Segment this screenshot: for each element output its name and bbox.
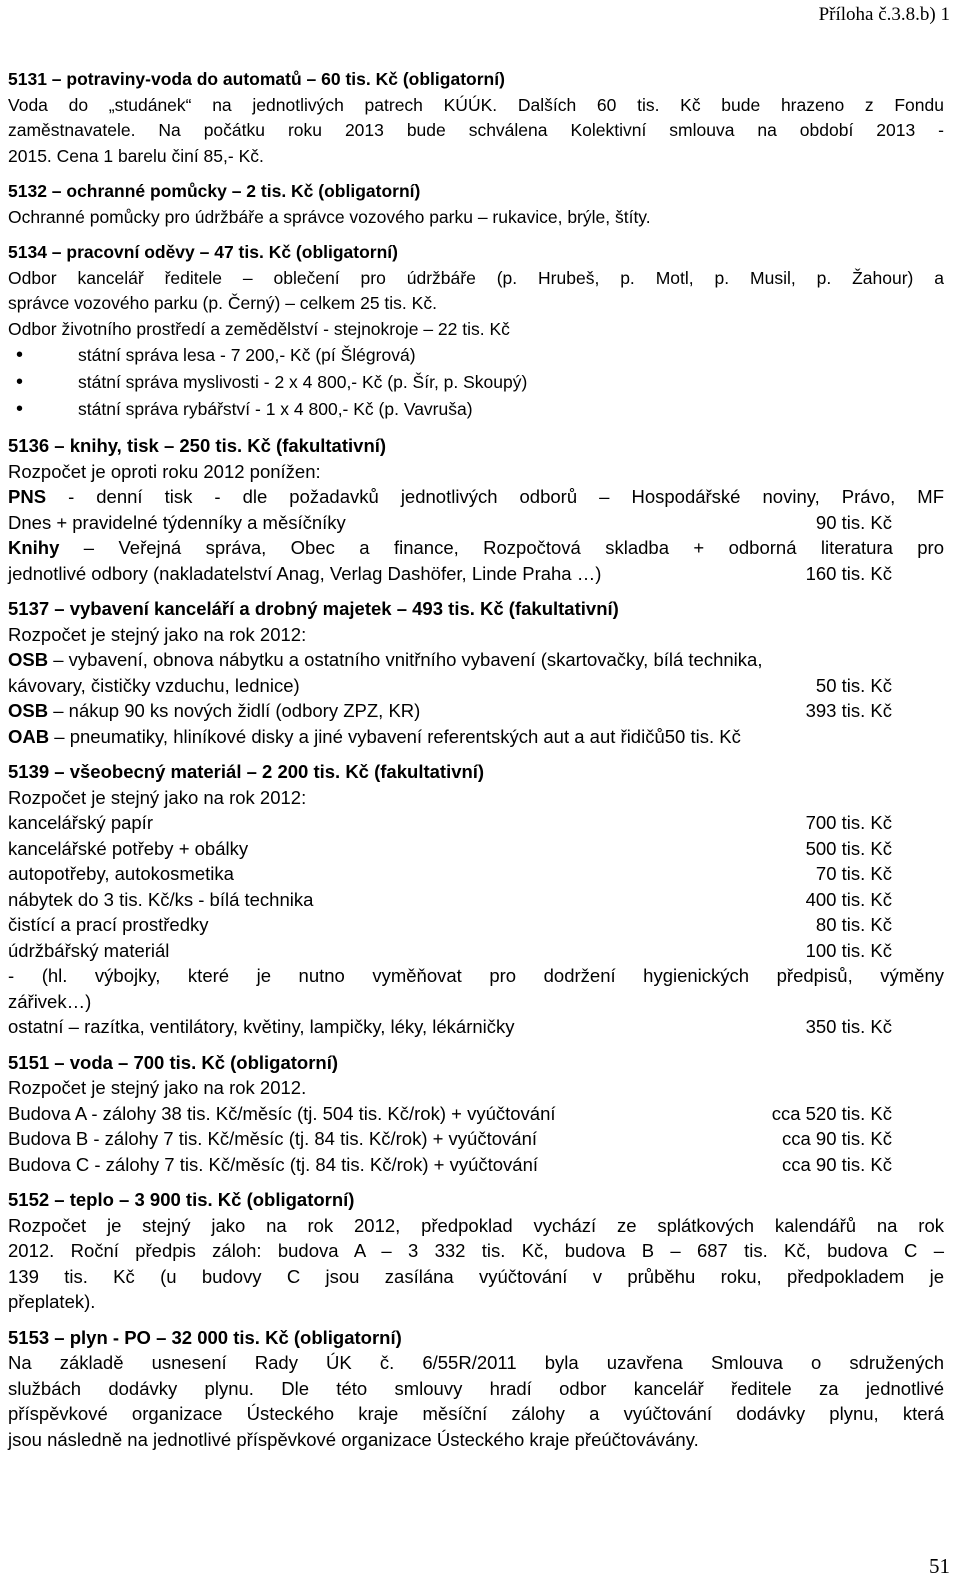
section-title: 5132 – ochranné pomůcky – 2 tis. Kč (obligatorní): [8, 181, 421, 201]
osb-text: – vybavení, obnova nábytku a ostatního vnitřního vybavení (skartovačky, bílá technika,: [48, 649, 763, 670]
section-title: 5134 – pracovní oděvy – 47 tis. Kč (obligatorní): [8, 242, 398, 262]
row-amount: cca 520 tis. Kč: [771, 1102, 892, 1124]
table-row: [8, 836, 944, 862]
page-number: 51: [929, 1554, 950, 1578]
table-row: [8, 861, 944, 887]
row-amount: 393 tis. Kč: [805, 700, 892, 721]
oab-text: – pneumatiky, hliníkové disky a jiné vybavení referentských aut a aut řidičů50 tis. Kč: [49, 725, 741, 747]
paragraph-line: Rozpočet je stejný jako na rok 2012:: [8, 786, 307, 808]
paragraph-line: službách dodávky plynu. Dle této smlouvy hradí odbor kancelář ředitele za jednotlivé: [8, 1377, 944, 1399]
paragraph-line: Na základě usnesení Rady ÚK č. 6/55R/2011 byla uzavřena Smlouva o sdružených: [8, 1352, 944, 1373]
table-row: [8, 887, 944, 913]
table-row: [8, 938, 944, 964]
paragraph-line: správce vozového parku (p. Černý) – celkem 25 tis. Kč.: [8, 293, 437, 313]
oab-label: OAB: [8, 725, 50, 747]
row-amount: 500 tis. Kč: [805, 837, 892, 859]
row-label: čistící a prací prostředky: [8, 914, 209, 935]
paragraph-line: 2012. Roční předpis záloh: budova A – 3 332 tis. Kč, budova B – 687 tis. Kč, budova C –: [8, 1240, 944, 1261]
row-amount: 90 tis. Kč: [815, 511, 892, 533]
osb-text: – nákup 90 ks nových židlí (odbory ZPZ, KR): [48, 700, 421, 721]
paragraph-line: Rozpočet je oproti roku 2012 ponížen:: [8, 460, 321, 482]
list-item: • státní správa rybářství - 1 x 4 800,- Kč (p. Vavruša): [8, 396, 944, 423]
osb-label: OSB: [8, 649, 49, 670]
section-5132: [8, 179, 944, 230]
row-amount: 700 tis. Kč: [805, 812, 892, 833]
paragraph-line: Voda do „studánek“ na jednotlivých patrech KÚÚK. Dalších 60 tis. Kč bude hrazeno z Fondu: [8, 94, 944, 115]
section-5137: [8, 596, 944, 749]
list-item: • státní správa lesa - 7 200,- Kč (pí Šlégrová): [8, 342, 944, 369]
osb1-line: [8, 647, 944, 673]
document-content: [8, 67, 944, 1452]
paragraph-line: Odbor životního prostředí a zemědělství - stejnokroje – 22 tis. Kč: [8, 318, 510, 339]
osb1-amount-row: [8, 673, 944, 699]
section-5134: [8, 240, 944, 423]
pns-text: - denní tisk - dle požadavků jednotlivých odborů – Hospodářské noviny, Právo, MF: [46, 486, 944, 507]
table-row: [8, 810, 944, 836]
row-label: jednotlivé odbory (nakladatelství Anag, Verlag Dashöfer, Linde Praha …): [8, 562, 602, 584]
row-label: nábytek do 3 tis. Kč/ks - bílá technika: [8, 888, 314, 910]
oab-line: [8, 724, 944, 750]
paragraph-line: Rozpočet je stejný jako na rok 2012:: [8, 623, 307, 645]
paragraph-line: zaměstnavatele. Na počátku roku 2013 bude schválena Kolektivní smlouva na období 2013 -: [8, 120, 944, 140]
table-row: [8, 1101, 944, 1127]
paragraph-line: zářivek…): [8, 990, 92, 1012]
row-label: kávovary, čističky vzduchu, lednice): [8, 674, 300, 696]
section-title: 5151 – voda – 700 tis. Kč (obligatorní): [8, 1051, 339, 1073]
paragraph-line: příspěvkové organizace Ústeckého kraje měsíční zálohy a vyúčtování dodávky plynu, která: [8, 1403, 944, 1424]
section-title: 5136 – knihy, tisk – 250 tis. Kč (fakultativní): [8, 435, 387, 456]
paragraph-line: přeplatek).: [8, 1291, 96, 1312]
row-label: Budova A - zálohy 38 tis. Kč/měsíc (tj. 504 tis. Kč/rok) + vyúčtování: [8, 1102, 556, 1124]
section-title: 5137 – vybavení kanceláří a drobný majetek – 493 tis. Kč (fakultativní): [8, 598, 619, 619]
row-label: kancelářské potřeby + obálky: [8, 837, 249, 859]
table-row: [8, 1126, 944, 1152]
row-amount: 400 tis. Kč: [805, 888, 892, 910]
row-label: autopotřeby, autokosmetika: [8, 863, 234, 884]
knihy-amount-row: [8, 561, 944, 587]
row-amount: 50 tis. Kč: [815, 674, 892, 696]
table-row: [8, 912, 944, 938]
pns-line: [8, 484, 944, 510]
paragraph-line: Rozpočet je stejný jako na rok 2012.: [8, 1077, 307, 1098]
knihy-text: – Veřejná správa, Obec a finance, Rozpočtová skladba + odborná literatura pro: [59, 537, 944, 558]
row-label: údržbářský materiál: [8, 939, 170, 961]
paragraph-line: Odbor kancelář ředitele – oblečení pro údržbáře (p. Hrubeš, p. Motl, p. Musil, p. Žahour) a: [8, 267, 944, 288]
pns-label: PNS: [8, 486, 47, 507]
knihy-line: [8, 535, 944, 561]
row-label: Budova C - zálohy 7 tis. Kč/měsíc (tj. 84 tis. Kč/rok) + vyúčtování: [8, 1153, 539, 1175]
row-label: Budova B - zálohy 7 tis. Kč/měsíc (tj. 84 tis. Kč/rok) + vyúčtování: [8, 1128, 537, 1149]
row-amount: cca 90 tis. Kč: [781, 1153, 892, 1175]
row-amount: 70 tis. Kč: [815, 863, 892, 884]
section-5139: [8, 759, 944, 1040]
table-row: [8, 1014, 944, 1040]
paragraph-line: 139 tis. Kč (u budovy C jsou zasílána vyúčtování v průběhu roku, předpokladem je: [8, 1265, 944, 1287]
paragraph-line: Rozpočet je stejný jako na rok 2012, předpoklad vychází ze splátkových kalendářů na rok: [8, 1214, 944, 1236]
pns-amount-row: [8, 510, 944, 536]
section-5153: [8, 1325, 944, 1453]
osb-label: OSB: [8, 700, 49, 721]
row-amount: 100 tis. Kč: [805, 939, 892, 961]
section-title: 5153 – plyn - PO – 32 000 tis. Kč (obligatorní): [8, 1326, 402, 1348]
row-amount: 160 tis. Kč: [805, 562, 892, 584]
knihy-label: Knihy: [8, 537, 60, 558]
section-title: 5139 – všeobecný materiál – 2 200 tis. Kč (fakultativní): [8, 761, 485, 782]
row-label: ostatní – razítka, ventilátory, květiny, lampičky, léky, lékárničky: [8, 1016, 515, 1037]
osb2-amount-row: [8, 698, 944, 724]
row-amount: 350 tis. Kč: [805, 1016, 892, 1037]
paragraph-line: 2015. Cena 1 barelu činí 85,- Kč.: [8, 145, 264, 166]
row-amount: 80 tis. Kč: [815, 914, 892, 935]
paragraph-line: Ochranné pomůcky pro údržbáře a správce vozového parku – rukavice, brýle, štíty.: [8, 206, 651, 227]
row-label: kancelářský papír: [8, 812, 153, 833]
page-header: Příloha č.3.8.b) 1: [818, 4, 950, 25]
section-5151: [8, 1050, 944, 1178]
row-label: Dnes + pravidelné týdenníky a měsíčníky: [8, 511, 346, 533]
row-label: [8, 698, 420, 724]
list-item: • státní správa myslivosti - 2 x 4 800,- Kč (p. Šír, p. Skoupý): [8, 369, 944, 396]
section-5131: [8, 67, 944, 169]
section-title: 5152 – teplo – 3 900 tis. Kč (obligatorní): [8, 1189, 355, 1210]
section-title: 5131 – potraviny-voda do automatů – 60 tis. Kč (obligatorní): [8, 69, 505, 89]
paragraph-line: jsou následně na jednotlivé příspěvkové organizace Ústeckého kraje přeúčtovávány.: [8, 1428, 699, 1450]
table-row: [8, 1152, 944, 1178]
section-5152: [8, 1187, 944, 1315]
section-5136: [8, 433, 944, 586]
paragraph-line: - (hl. výbojky, které je nutno vyměňovat pro dodržení hygienických předpisů, výměny: [8, 965, 944, 986]
row-amount: cca 90 tis. Kč: [781, 1128, 892, 1149]
